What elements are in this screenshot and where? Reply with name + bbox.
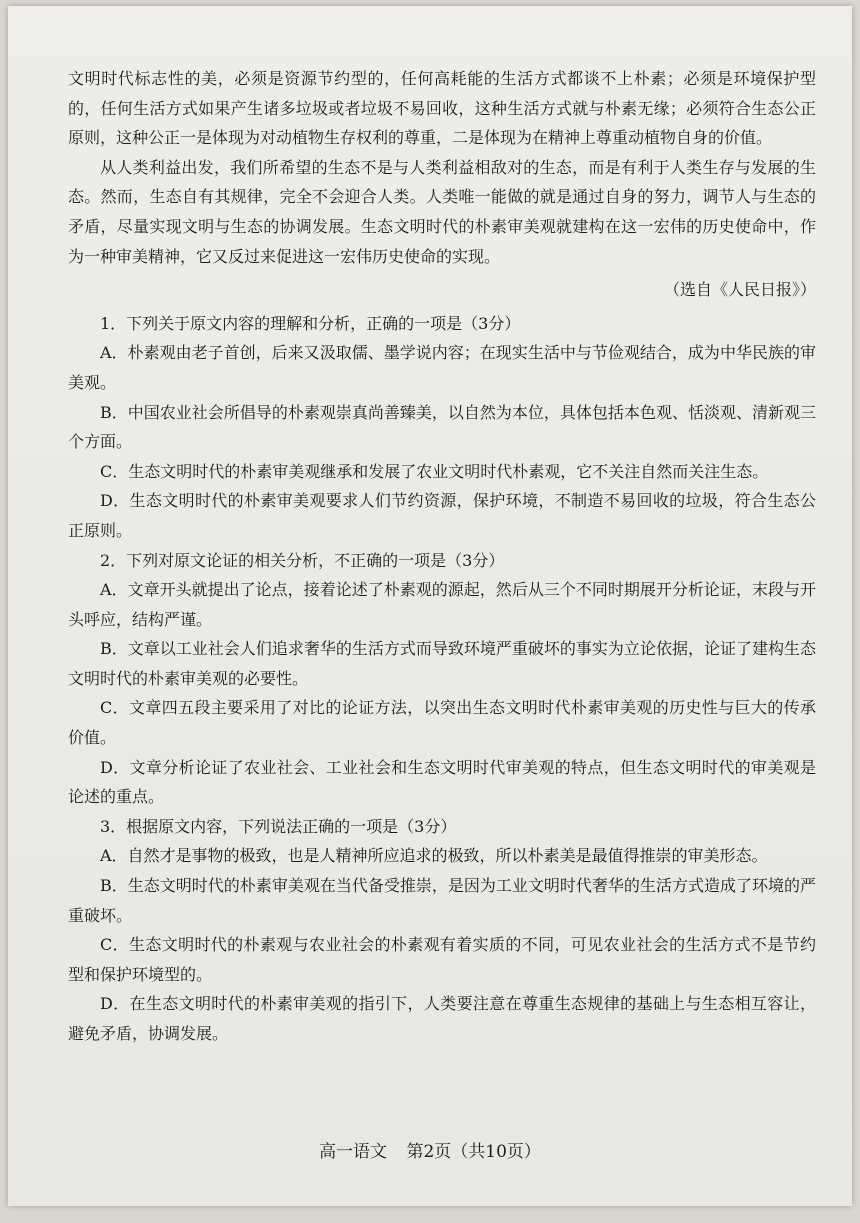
passage-paragraph-2: 从人类利益出发，我们所希望的生态不是与人类利益相敌对的生态，而是有利于人类生存与发展的生态。然而，生态自有其规律，完全不会迎合人类。人类唯一能做的就是通过自身的努力，调节人与生态的矛盾，尽量实现文明与生态的协调发展。生态文明时代的朴素审美观就建构在这一宏伟的历史使命中，作为一种审美精神，它又反过来促进这一宏伟历史使命的实现。 — [68, 157, 816, 266]
passage-paragraph-1: 文明时代标志性的美，必须是资源节约型的，任何高耗能的生活方式都谈不上朴素；必须是环境保护型的，任何生活方式如果产生诸多垃圾或者垃圾不易回收，这种生活方式就与朴素无缘；必须符合生态公正原则，这种公正一是体现为对动植物生存权利的尊重，二是体现为在精神上尊重动植物自身的价值。 — [68, 69, 816, 148]
exam-page — [8, 6, 852, 1206]
page-content — [68, 64, 816, 1049]
question-1-option-d: D．生态文明时代的朴素审美观要求人们节约资源，保护环境，不制造不易回收的垃圾，符合生态公正原则。 — [68, 491, 816, 540]
question-3-stem: 3．根据原文内容，下列说法正确的一项是（3分） — [100, 816, 457, 836]
question-2-option-d: D．文章分析论证了农业社会、工业社会和生态文明时代审美观的特点，但生态文明时代的审美观是论述的重点。 — [68, 757, 816, 807]
passage-source: （选自《人民日报》） — [663, 280, 816, 300]
question-3-option-a: A．自然才是事物的极致，也是人精神所应追求的极致，所以朴素美是最值得推崇的审美形态。 — [100, 846, 768, 866]
question-2-option-c: C．文章四五段主要采用了对比的论证方法，以突出生态文明时代朴素审美观的历史性与巨大的传承价值。 — [68, 698, 816, 748]
question-1-option-a: A．朴素观由老子首创，后来又汲取儒、墨学说内容；在现实生活中与节俭观结合，成为中华民族的审美观。 — [68, 343, 816, 392]
question-3-option-c: C．生态文明时代的朴素观与农业社会的朴素观有着实质的不同，可见农业社会的生活方式不是节约型和保护环境型的。 — [68, 935, 816, 984]
question-1-option-c: C．生态文明时代的朴素审美观继承和发展了农业文明时代朴素观，它不关注自然而关注生态。 — [100, 461, 769, 481]
question-2-option-a: A．文章开头就提出了论点，接着论述了朴素观的源起，然后从三个不同时期展开分析论证，末段与开头呼应，结构严谨。 — [68, 580, 816, 629]
footer-page-number: 第2页（共10页） — [406, 1142, 541, 1162]
question-2-stem: 2．下列对原文论证的相关分析，不正确的一项是（3分） — [100, 550, 505, 570]
question-3-option-d: D．在生态文明时代的朴素审美观的指引下，人类要注意在尊重生态规律的基础上与生态相互容让，避免矛盾，协调发展。 — [68, 994, 816, 1043]
page-footer — [8, 1137, 852, 1162]
footer-subject: 高一语文 — [319, 1142, 388, 1162]
question-1-option-b: B．中国农业社会所倡导的朴素观崇真尚善臻美，以自然为本位，具体包括本色观、恬淡观、清新观三个方面。 — [68, 402, 816, 452]
question-1-stem: 1．下列关于原文内容的理解和分析，正确的一项是（3分） — [100, 313, 521, 333]
question-3-option-b: B．生态文明时代的朴素审美观在当代备受推崇，是因为工业文明时代奢华的生活方式造成了环境的严重破坏。 — [68, 876, 816, 925]
question-2-option-b: B．文章以工业社会人们追求奢华的生活方式而导致环境严重破坏的事实为立论依据，论证了建构生态文明时代的朴素审美观的必要性。 — [68, 639, 816, 688]
